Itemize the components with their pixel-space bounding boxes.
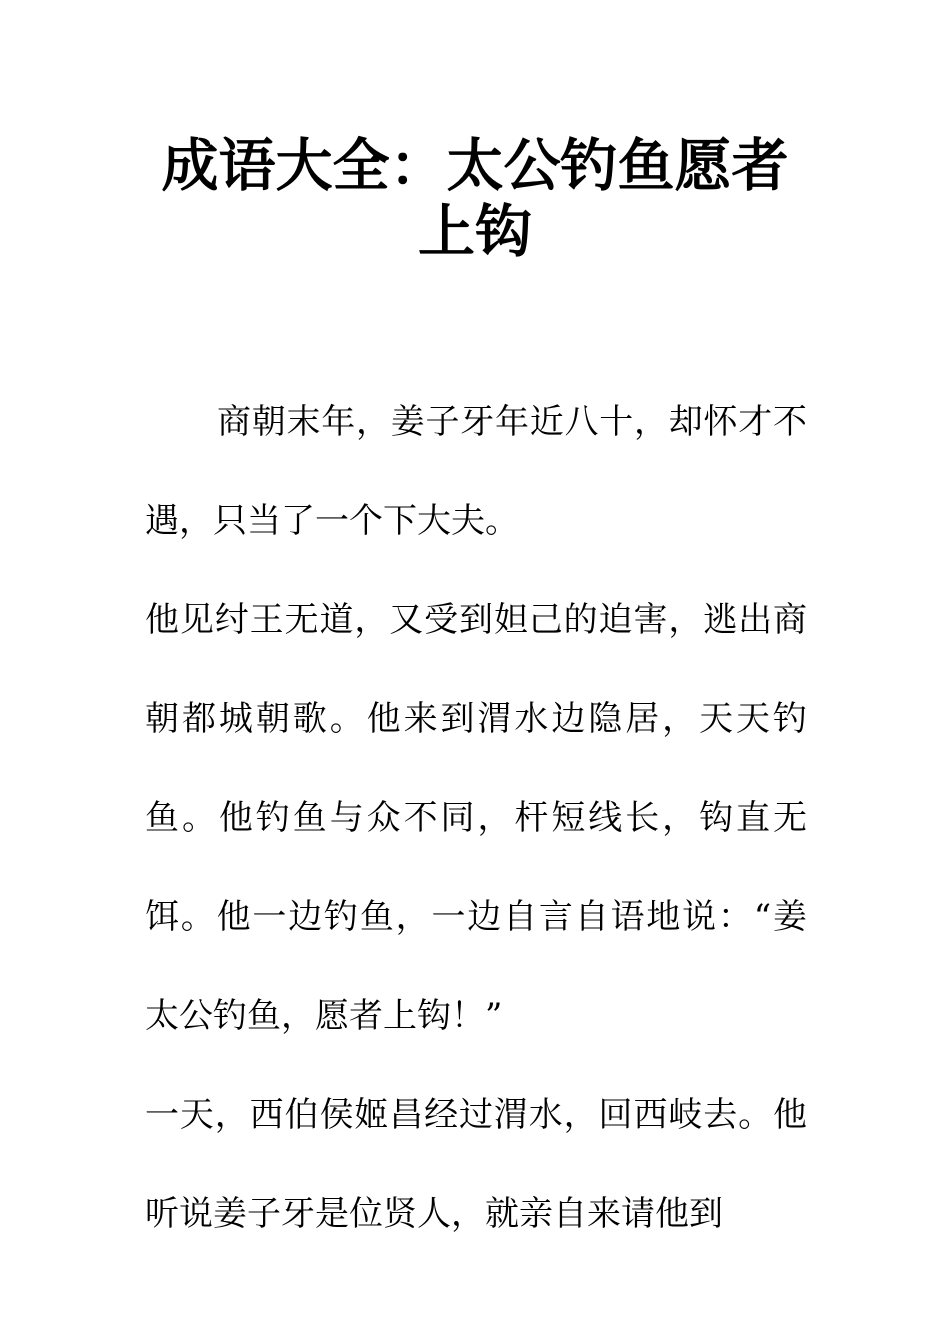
document-title: 成语大全：太公钓鱼愿者上钩 [161,133,789,265]
paragraph-2: 他见纣王无道，又受到妲己的迫害，逃出商朝都城朝歌。他来到渭水边隐居，天天钓鱼。他钓鱼与众不同，杆短线长，钩直无饵。他一边钓鱼，一边自言自语地说：“姜太公钓鱼，愿者上钩！” [145,600,807,1036]
document-body [145,373,807,1264]
paragraph-3: 一天，西伯侯姬昌经过渭水，回西岐去。他听说姜子牙是位贤人，就亲自来请他到 [145,1095,807,1234]
paragraph-1: 商朝末年，姜子牙年近八十，却怀才不遇，只当了一个下大夫。 [145,402,807,541]
